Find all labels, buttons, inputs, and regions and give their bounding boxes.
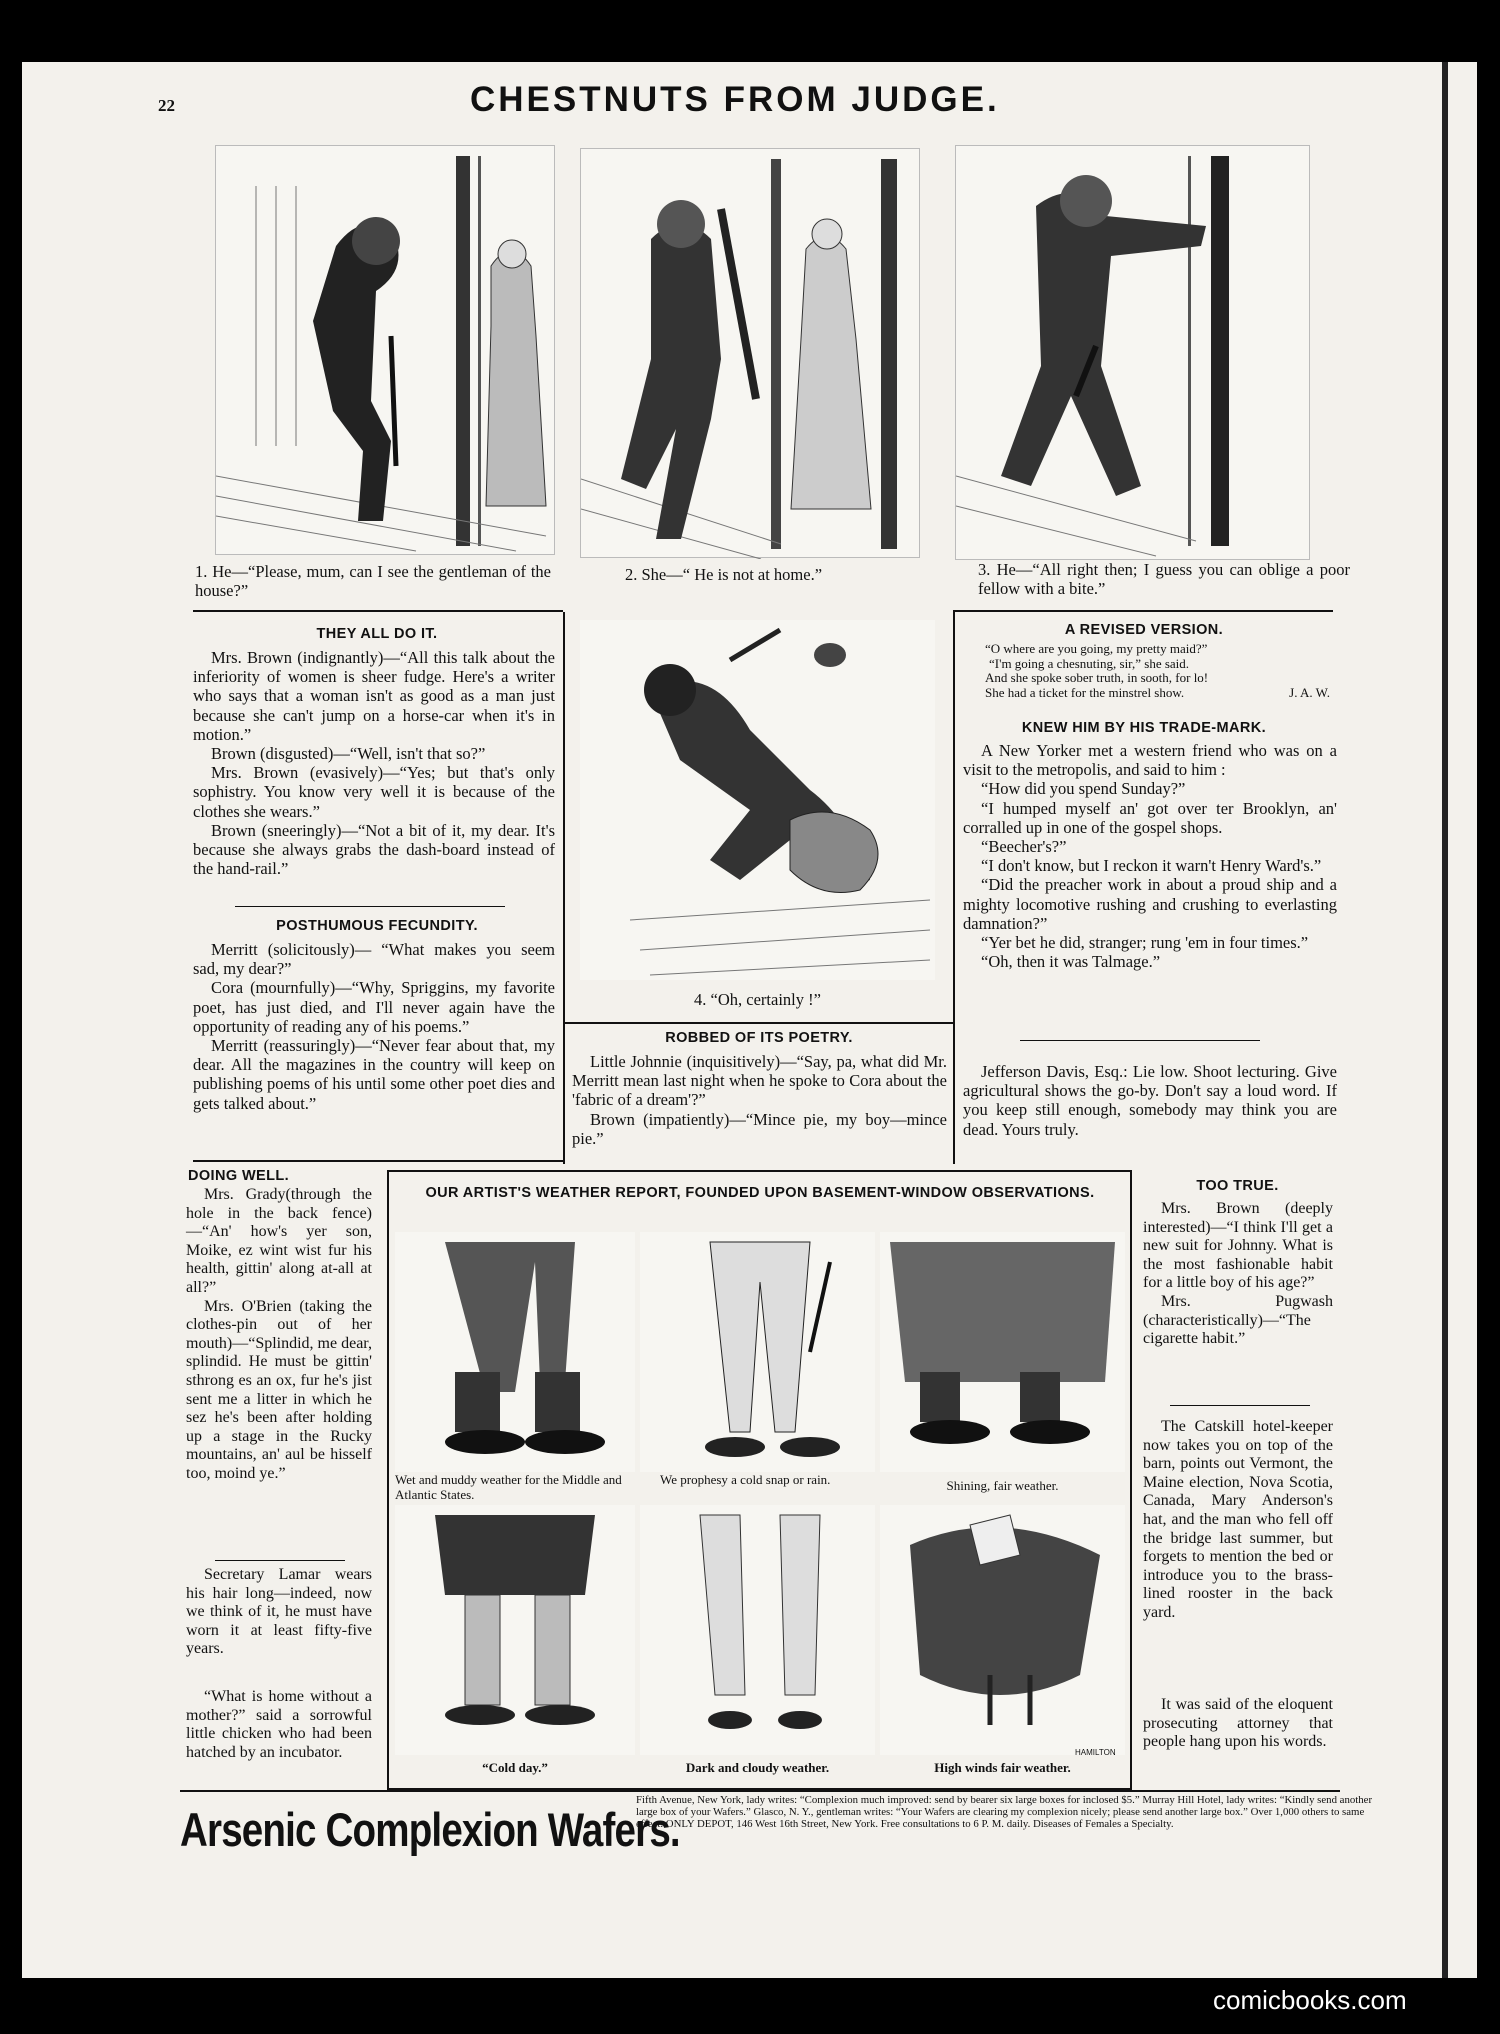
- comic-panel-4: [580, 620, 935, 980]
- robbed-heading: ROBBED OF ITS POETRY.: [665, 1030, 853, 1046]
- paragraph: Jefferson Davis, Esq.: Lie low. Shoot lecturing. Give agricultural shows the go-by. Don't say a loud word. If you keep still enough, somebody may think you are dead. Yours truly.: [963, 1062, 1337, 1139]
- weather-caption-cold-day: “Cold day.”: [482, 1760, 548, 1775]
- paragraph: Mrs. Pugwash (characteristically)—“The cigarette habit.”: [1143, 1292, 1333, 1348]
- weather-panel-cold-day: [395, 1505, 635, 1755]
- revised-poem: [985, 642, 1330, 700]
- paragraph: Brown (impatiently)—“Mince pie, my boy—mince pie.”: [572, 1109, 947, 1148]
- paragraph: “Beecher's?”: [981, 837, 1067, 857]
- comic-caption-1: 1. He—“Please, mum, can I see the gentleman of the house?”: [195, 562, 551, 600]
- paragraph: “Did the preacher work in about a proud ship and a mighty locomotive rushing and crushing to everlasting damnation?”: [963, 875, 1337, 933]
- paragraph: “Yer bet he did, stranger; rung 'em in four times.”: [981, 933, 1309, 953]
- weather-panel-cold-snap: [640, 1232, 875, 1472]
- ad-title: Arsenic Complexion Wafers.: [180, 1803, 680, 1856]
- too-true-body: [1143, 1200, 1333, 1349]
- comic-caption-4: 4. “Oh, certainly !”: [694, 990, 821, 1009]
- trademark-body: [963, 741, 1337, 971]
- doing-well-heading: DOING WELL.: [188, 1168, 290, 1184]
- paragraph: Mrs. Brown (indignantly)—“All this talk about the inferiority of women is sheer fudge. Here's a writer who says that a woman isn't as good as a man just because she can't jump on a horse-car when it's in motion.”: [193, 648, 555, 744]
- running-head: CHESTNUTS FROM JUDGE.: [470, 80, 1000, 119]
- poem-line: And she spoke sober truth, in sooth, for lo!: [985, 670, 1209, 685]
- weather-panel-fair: [880, 1232, 1125, 1472]
- comic-caption-2: 2. She—“ He is not at home.”: [625, 565, 823, 584]
- poem-line: “O where are you going, my pretty maid?”: [985, 641, 1208, 656]
- paragraph: “How did you spend Sunday?”: [981, 779, 1186, 799]
- paragraph: “I don't know, but I reckon it warn't Henry Ward's.”: [981, 856, 1322, 876]
- doing-well-body: [186, 1186, 372, 1484]
- revised-heading: A REVISED VERSION.: [1064, 622, 1224, 638]
- paragraph: Mrs. Brown (deeply interested)—“I think I'll get a new suit for Johnny. What is the most fashionable habit for a little boy of his age?”: [1143, 1200, 1333, 1292]
- weather-caption-cloudy: Dark and cloudy weather.: [685, 1760, 830, 1775]
- paragraph: “What is home without a mother?” said a sorrowful little chicken who had been hatched by an incubator.: [186, 1688, 372, 1761]
- paragraph: A New Yorker met a western friend who was on a visit to the metropolis, and said to him :: [963, 741, 1337, 780]
- they-all-do-it-body: [193, 648, 555, 878]
- posthumous-heading: POSTHUMOUS FECUNDITY.: [276, 918, 478, 934]
- posthumous-body: [193, 940, 555, 1113]
- watermark: comicbooks.com: [1213, 1985, 1407, 2015]
- comic-panel-2: [580, 148, 920, 558]
- trademark-heading: KNEW HIM BY HIS TRADE-MARK.: [1021, 720, 1267, 736]
- they-all-do-it-heading: THEY ALL DO IT.: [316, 626, 438, 642]
- weather-caption-wet: Wet and muddy weather for the Middle and Atlantic States.: [395, 1472, 622, 1502]
- weather-panel-cloudy: [640, 1505, 875, 1755]
- weather-caption-fair: Shining, fair weather.: [946, 1478, 1059, 1493]
- paragraph: “I humped myself an' got over ter Brooklyn, an' corralled up in one of the gospel shops.: [963, 798, 1337, 837]
- paragraph: Mrs. Brown (evasively)—“Yes; but that's only sophistry. You know very well it is because of the clothes she wears.”: [193, 763, 555, 821]
- comic-caption-3: 3. He—“All right then; I guess you can oblige a poor fellow with a bite.”: [978, 560, 1350, 598]
- weather-caption-cold-snap: We prophesy a cold snap or rain.: [660, 1472, 831, 1487]
- paragraph: “Oh, then it was Talmage.”: [981, 952, 1161, 972]
- paragraph: It was said of the eloquent prosecuting attorney that people hang upon his words.: [1143, 1696, 1333, 1751]
- comic-panel-3: [955, 145, 1310, 560]
- poem-line: “I'm going a chesnuting, sir,” she said.: [989, 655, 1190, 671]
- paragraph: Cora (mournfully)—“Why, Spriggins, my favorite poet, has just died, and I'll never again have the opportunity of reading any of his poems.”: [193, 978, 555, 1036]
- weather-heading: OUR ARTIST'S WEATHER REPORT, FOUNDED UPON BASEMENT-WINDOW OBSERVATIONS.: [425, 1185, 1095, 1201]
- ad-body: Fifth Avenue, New York, lady writes: “Complexion much improved: send by bearer six large boxes for inclosed $5.” Murray Hill Hotel, lady writes: “Kindly send another large box of your Wafers.” Glasco, N. Y., gentleman writes: “Your Wafers are clearing my complexion nicely; please send another large box.” Over 1,000 others to same effect. ONLY DEPOT, 146 West 16th Street, New York. Free consultations to 6 P. M. daily. Diseases of Females a Specialty.: [636, 1794, 1373, 1830]
- too-true-heading: TOO TRUE.: [1196, 1178, 1279, 1194]
- paragraph: Secretary Lamar wears his hair long—indeed, now we think of it, he must have worn it at least fifty-five years.: [186, 1566, 372, 1658]
- paragraph: Merritt (solicitously)— “What makes you seem sad, my dear?”: [193, 940, 555, 979]
- paragraph: Little Johnnie (inquisitively)—“Say, pa, what did Mr. Merritt mean last night when he spoke to Cora about the 'fabric of a dream'?”: [572, 1052, 947, 1110]
- lamar-note: [186, 1566, 372, 1659]
- paragraph: The Catskill hotel-keeper now takes you on top of the barn, points out Vermont, the Maine election, Nova Scotia, Canada, Mary Anderson's hat, and the man who fell off the bridge last summer, but forgets to mention the bed or introduce you to the brass-lined rooster in the back yard.: [1143, 1418, 1333, 1621]
- poem-signature: J. A. W.: [1289, 684, 1330, 700]
- davis-note: [963, 1062, 1337, 1139]
- paragraph: Brown (sneeringly)—“Not a bit of it, my dear. It's because she always grabs the dash-board instead of the hand-rail.”: [193, 820, 555, 879]
- artist-signature: HAMILTON: [1075, 1748, 1116, 1757]
- paragraph: Mrs. Grady(through the hole in the back fence) —“An' how's yer son, Moike, ez wint wist fur his health, gittin' along at-all at all?”: [186, 1186, 372, 1296]
- paragraph: Merritt (reassuringly)—“Never fear about that, my dear. All the magazines in the country will keep on publishing poems of his until some other poet dies and gets talked about.”: [193, 1036, 555, 1113]
- paragraph: Brown (disgusted)—“Well, isn't that so?”: [211, 744, 486, 764]
- page-spine: [1442, 62, 1448, 1978]
- eloquent-note: [1143, 1696, 1333, 1752]
- catskill-note: [1143, 1418, 1333, 1623]
- comic-panel-1: [215, 145, 555, 555]
- robbed-body: [572, 1052, 947, 1148]
- home-note: [186, 1688, 372, 1762]
- weather-panel-high-winds: [880, 1505, 1125, 1755]
- paragraph: Mrs. O'Brien (taking the clothes-pin out of her mouth)—“Splindid, me dear, splindid. He must be gittin' sthrong es an ox, fur he's jist sent me a litter in which he sez he's been after holding up a stage in the Rucky mountains, an' aul be hisself too, moind ye.”: [186, 1297, 372, 1482]
- page-number: 22: [158, 96, 175, 115]
- poem-line: She had a ticket for the minstrel show. J. A. W.: [985, 684, 1330, 700]
- weather-panel-wet: [395, 1232, 635, 1472]
- weather-caption-high-winds: High winds fair weather.: [934, 1760, 1071, 1775]
